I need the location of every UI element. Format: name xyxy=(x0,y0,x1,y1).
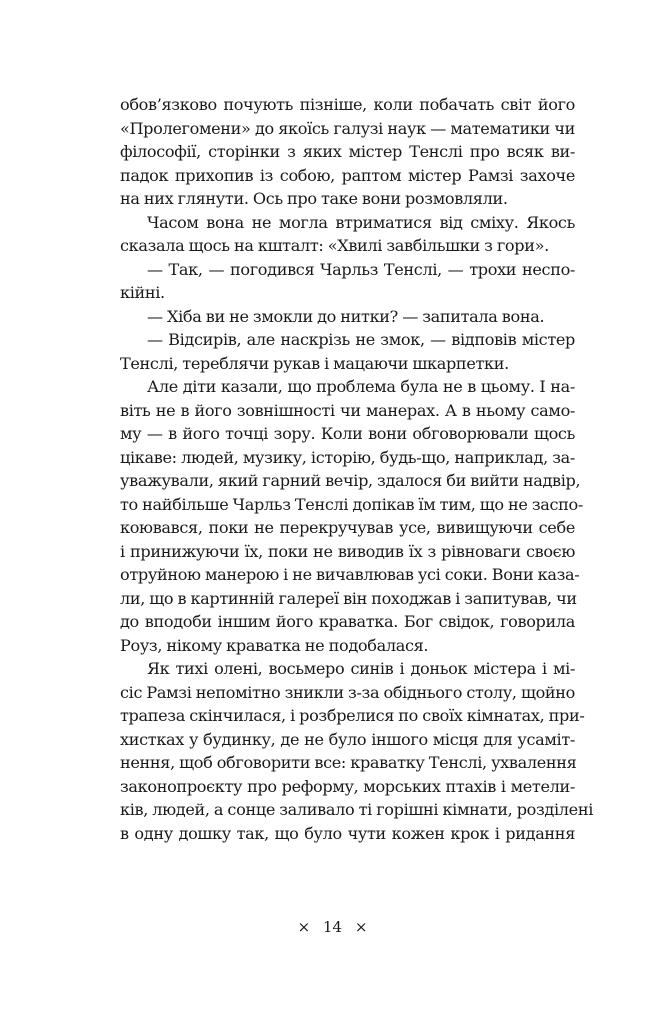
text-line: Тенслі, тереблячи рукав і мацаючи шкарпетки. xyxy=(120,353,509,373)
text-line: ли, що в картинній галереї він походжав і запитував, чи xyxy=(120,588,577,608)
text-line: обов’язково почують пізніше, коли побачать світ його xyxy=(120,95,575,114)
dialogue-line: — Відсирів, але наскрізь не змок, — відповів містер xyxy=(147,330,575,349)
text-line: сіс Рамзі непомітно зникли з-за обіднього столу, щойно xyxy=(120,682,575,702)
text-line: віть не в його зовнішності чи манерах. А в ньому само- xyxy=(120,400,575,420)
text-line: кійні. xyxy=(120,283,165,302)
dialogue-line: — Хіба ви не змокли до нитки? — запитала вона. xyxy=(147,306,545,326)
text-line: сказала щось на кшталт: «Хвилі завбільшки з гори». xyxy=(120,236,549,255)
text-line: в одну дошку так, що було чути кожен крок і ридання xyxy=(120,823,575,843)
folio-ornament-right: × xyxy=(354,918,368,936)
text-line: коювався, поки не перекручував усе, вивищуючи себе xyxy=(120,518,575,537)
text-line: трапеза скінчилася, і розбрелися по своїх кімнатах, при- xyxy=(120,706,585,725)
folio-ornament-left: × xyxy=(297,918,311,936)
dialogue-line: — Так, — погодився Чарльз Тенслі, — трохи неспо- xyxy=(147,259,575,279)
text-line: уважували, який гарний вечір, здалося би вийти надвір, xyxy=(120,471,581,490)
text-line: падок прихопив із собою, раптом містер Рамзі захоче xyxy=(120,165,575,185)
text-line: Але діти казали, що проблема була не в цьому. І на- xyxy=(147,377,575,396)
text-line: отруйною манерою і не вичавлював усі соки. Вони каза- xyxy=(120,565,580,584)
text-line: до вподоби іншим його краватка. Бог свідок, говорила xyxy=(120,612,575,631)
text-line: то найбільше Чарльз Тенслі допікав їм тим, що не заспо- xyxy=(120,494,583,514)
text-line: «Пролегомени» до якоїсь галузі наук — математики чи xyxy=(120,118,575,138)
text-line: ків, людей, а сонце заливало ті горішні кімнати, розділені xyxy=(120,800,594,819)
text-line: Роуз, нікому краватка не подобалася. xyxy=(120,635,429,655)
text-line: на них глянути. Ось про таке вони розмовляли. xyxy=(120,189,508,208)
page-footer xyxy=(0,918,665,936)
text-line: і принижуючи їх, поки не виводив їх з рівноваги своєю xyxy=(120,541,575,561)
body-text xyxy=(120,93,594,845)
text-line: філософії, сторінки з яких містер Тенслі про всяк ви- xyxy=(120,142,575,161)
text-line: хистках у будинку, де не було іншого місця для усаміт- xyxy=(120,729,575,749)
page-number: 14 xyxy=(322,918,343,936)
text-line: Часом вона не могла втриматися від сміху. Якось xyxy=(147,212,575,232)
text-line: законопроєкту про реформу, морських птахів і метели- xyxy=(120,776,575,796)
text-line: нення, щоб обговорити все: краватку Тенслі, ухвалення xyxy=(120,753,577,772)
text-line: цікаве: людей, музику, історію, будь-що, наприклад, за- xyxy=(120,447,575,467)
text-line: Як тихі олені, восьмеро синів і доньок містера і мі- xyxy=(147,659,575,678)
text-line: му — в його точці зору. Коли вони обговорювали щось xyxy=(120,424,575,443)
